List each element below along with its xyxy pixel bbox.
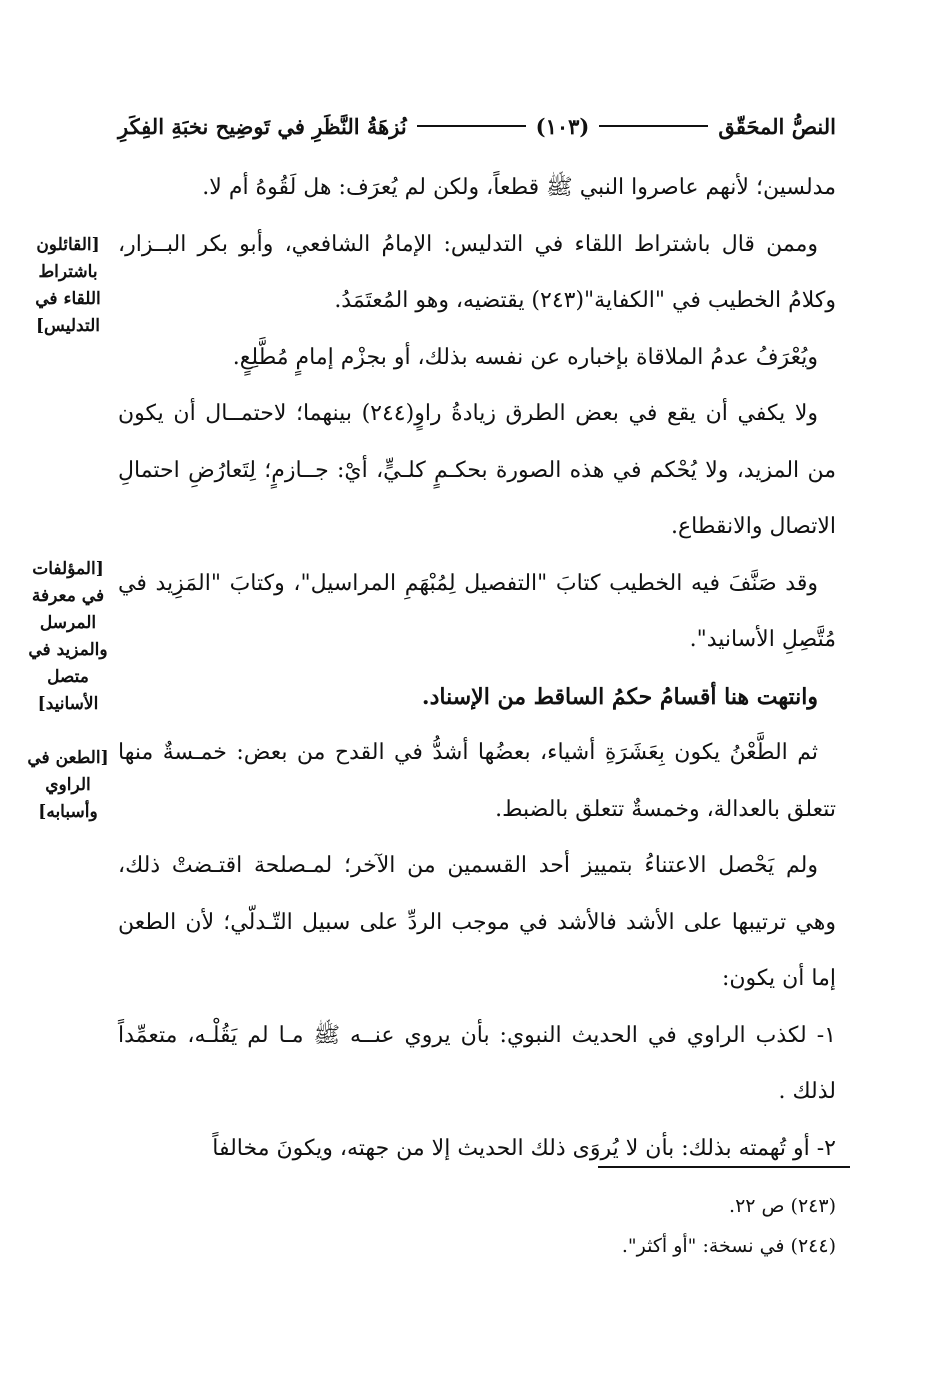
book-title: نُزهَةُ النَّظَرِ في تَوضِيح نخبَةِ الفِكَرِ (117, 113, 407, 139)
footnote-separator (598, 1166, 850, 1168)
paragraph: ولا يكفي أن يقع في بعض الطرق زيادةُ راوٍ(٢٤٤) بينهما؛ لاحتمــال أن يكون من المزيد، ولا يُحْكم في هذه الصورة بحكـمٍ كلـيٍّ، أيْ: جــازمٍ؛ لِتَعارُضِ احتمالِ الاتصال والانقطاع. (118, 401, 836, 539)
paragraph: ولم يَحْصل الاعتناءُ بتمييز أحد القسمين من الآخر؛ لمـصلحة اقتـضتْ ذلك، وهي ترتيبها على الأشد فالأشد في موجب الردِّ على سبيل التّـدلّي؛ لأن الطعن إما أن يكون: (118, 853, 836, 991)
paragraph: وقد صَنَّفَ فيه الخطيب كتابَ "التفصيل لِمُبْهَمِ المراسيل"، وكتابَ "المَزِيد في مُتَّصِلِ الأسانيد". (118, 570, 836, 652)
footnotes (118, 1186, 836, 1266)
list-item: ٢- أو تُهمته بذلك: بأن لا يُروَى ذلك الحديث إلا من جهته، ويكونَ مخالفاً (212, 1135, 836, 1161)
header-dash-left (417, 125, 526, 127)
paragraph: مدلسين؛ لأنهم عاصروا النبي ﷺ قطعاً، ولكن لم يُعرَف: هل لَقُوهُ أم لا. (202, 175, 836, 200)
main-text (118, 160, 836, 1177)
section-title: النصُّ المحَقّق (718, 113, 836, 139)
page-number: (١٠٣) (535, 113, 590, 139)
paragraph: ثم الطَّعْنُ يكون بِعَشَرَةِ أشياء، بعضُها أشدُّ في القدح من بعض: خمـسةٌ منها تتعلق بالعدالة، وخمسةٌ تتعلق بالضبط. (118, 740, 836, 822)
side-note: [المؤلفات في معرفة المرسل والمزيد في متصل الأسانيد] (28, 559, 108, 714)
paragraph: ويُعْرَفُ عدمُ الملاقاة بإخباره عن نفسه بذلك، أو بجزْم إمامٍ مُطَّلِعٍ. (232, 344, 818, 370)
header-dash-right (599, 125, 708, 127)
footnote: (٢٤٤) في نسخة: "أو أكثر". (621, 1235, 836, 1257)
side-note: [الطعن في الراوي وأسبابه] (27, 748, 109, 822)
running-header (118, 108, 836, 144)
footnote: (٢٤٣) ص ٢٢. (729, 1195, 836, 1217)
list-item: ١- لكذب الراوي في الحديث النبوي: بأن يروي عنــه ﷺ مـا لم يَقُلْـه، متعمِّداً لذلك . (118, 1022, 836, 1104)
section-heading: وانتهت هنا أقسامُ حكمُ الساقط من الإسناد. (421, 683, 818, 710)
paragraph: وممن قال باشتراط اللقاء في التدليس: الإمامُ الشافعي، وأبو بكر البــزار، وكلامُ الخطيب في "الكفاية"(٢٤٣) يقتضيه، وهو المُعتَمَدُ. (118, 231, 836, 313)
side-note: [القائلون باشتراط اللقاء في التدليس] (35, 235, 101, 336)
